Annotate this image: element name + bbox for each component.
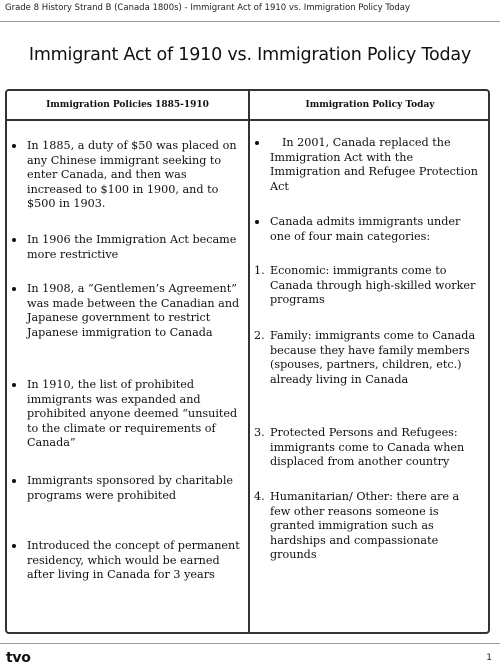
table-header-left: Immigration Policies 1885-1910 (46, 100, 209, 110)
page-title: Immigrant Act of 1910 vs. Immigration Policy Today (28, 45, 472, 65)
item-number: 4. (254, 490, 265, 503)
footer-divider (0, 643, 500, 644)
list-item: In 1885, a duty of $50 was placed on any Chinese immigrant seeking to enter Canada, and then was increased to $100 in 1900, and to $500 in 1903. (27, 139, 242, 212)
bullet-icon (12, 383, 16, 387)
numbered-item: 3. Protected Persons and Refugees: immigrants come to Canada when displaced from another country (254, 426, 465, 469)
list-item: In 1908, a “Gentlemen’s Agreement” was made between the Canadian and Japanese government to restrict Japanese immigration to Canada (27, 282, 242, 340)
item-number: 2. (254, 329, 265, 342)
header-divider (0, 21, 500, 22)
bullet-icon (255, 220, 259, 224)
list-item: In 2001, Canada replaced the Immigration Act with the Immigration and Refugee Protection Act (270, 136, 482, 194)
page-header: Grade 8 History Strand B (Canada 1800s) - Immigrant Act of 1910 vs. Immigration Policy Today (5, 3, 410, 13)
numbered-item: 1. Economic: immigrants come to Canada through high-skilled worker programs (254, 264, 476, 307)
numbered-item: 2. Family: immigrants come to Canada because they have family members (spouses, partners, children, etc.) already living in Canada (254, 329, 476, 386)
list-item: Immigrants sponsored by charitable programs were prohibited (27, 474, 242, 503)
list-item: Introduced the concept of permanent residency, which would be earned after living in Canada for 3 years (27, 539, 242, 583)
bullet-icon (12, 287, 16, 291)
comparison-table (5, 89, 490, 634)
list-item: In 1906 the Immigration Act became more restrictive (27, 233, 242, 262)
numbered-item: 4. Humanitarian/ Other: there are a few other reasons someone is granted immigration such as hardships and compassionate grounds (254, 490, 460, 562)
tvo-logo: tvo (6, 650, 31, 666)
bullet-icon (12, 544, 16, 548)
bullet-icon (12, 238, 16, 242)
bullet-icon (255, 141, 259, 145)
list-item: In 1910, the list of prohibited immigrants was expanded and prohibited anyone deemed “unsuited to the climate or requirements of Canada” (27, 378, 242, 451)
bullet-icon (12, 144, 16, 148)
bullet-icon (12, 479, 16, 483)
item-number: 1. (254, 264, 265, 277)
page-number: 1 (486, 653, 492, 663)
item-number: 3. (254, 426, 265, 439)
column-divider (248, 91, 250, 632)
table-header-right: Immigration Policy Today (305, 100, 435, 110)
list-item: Canada admits immigrants under one of four main categories: (270, 215, 482, 244)
